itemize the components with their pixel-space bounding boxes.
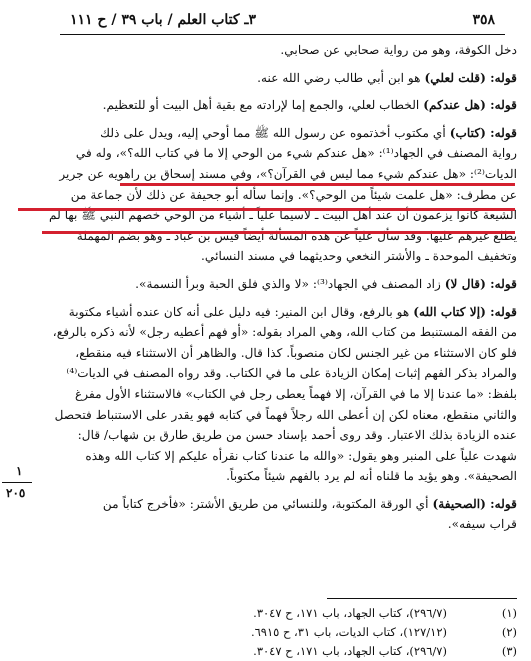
text-line: دخل الكوفة، وهو من رواية صحابي عن صحابي. (280, 43, 517, 57)
paragraph-gap (42, 267, 517, 274)
footnote-row (40, 642, 517, 661)
footnote-number: (١) (501, 606, 517, 620)
footnote-row (40, 604, 517, 623)
page-number: ٣٥٨ (472, 12, 495, 28)
text-line: وتخفيف الموحدة ـ والأشتر النخعي وحديثهما في مسند النسائي. (201, 249, 517, 264)
commentary-heading-line: قوله: (قلت لعلي) هو ابن أبي طالب رضي الله عنه. (257, 70, 517, 85)
footnote-text: (١٢٧/١٢)، كتاب الديات، باب ٣١، ح ٦٩١٥. (250, 625, 447, 639)
text-line: والثاني منقطع، معناه لكن إن أعطى الله رجلاً فهماً في كتابه فهو يقدر على الاستنباط فتحصل (54, 407, 517, 422)
commentary-heading-line: قوله: (إلا كتاب الله) هو بالرفع، وقال ابن المنير: فيه دليل على أنه كان عنده أشياء مكتوبة (68, 304, 517, 319)
red-underline-2 (18, 208, 515, 211)
footnote-rule (327, 598, 517, 599)
paragraph-gap (42, 295, 517, 302)
running-header (62, 8, 501, 36)
text-line: فلو كان الاستثناء من غير الجنس لكان منصوباً. كذا قال. والظاهر أن الاستثناء فيه منقطع، (75, 345, 517, 360)
text-line: عنده الزيادة بذلك الاعتبار. وقد روى أحمد بإسناد حسن من طريق طارق بن شهاب/ قال: (77, 428, 517, 443)
text-line: الديات⁽²⁾: «هل عندكم شيء مما ليس في القرآن؟»، وفي مسند إسحاق بن راهويه عن جرير (59, 166, 517, 181)
text-line: شهدت علياً على المنبر وهو يقول: «والله ما عندنا كتاب نقرأه عليكم إلا كتاب الله وهذه (85, 448, 517, 463)
paragraph-gap (42, 487, 517, 494)
margin-rule (2, 482, 32, 483)
footnote-row (40, 623, 517, 642)
red-underline-3 (42, 231, 515, 234)
commentary-lemma: قوله: (قلت لعلي) (424, 70, 517, 85)
red-underline-1 (120, 183, 515, 186)
text-line: قراب سيفه». (447, 517, 517, 532)
commentary-lemma: قوله: (كتاب) (449, 125, 517, 140)
commentary-lemma: قوله: (الصحيفة) (432, 496, 517, 511)
header-rule (60, 34, 505, 35)
paragraph-gap (42, 116, 517, 123)
commentary-lemma: قوله: (قال لا) (444, 276, 517, 291)
footnote-number: (٣) (501, 644, 517, 658)
margin-page: ٢٠٥ (6, 486, 26, 500)
text-line: رواية المصنف في الجهاد⁽¹⁾: «هل عندكم شيء من الوحي إلا ما في كتاب الله؟»، وله في (75, 146, 517, 161)
footnote-number: (٢) (501, 625, 517, 639)
text-line: الشيعة كانوا يزعمون أن عند أهل البيت ـ لاسيما علياً ـ أشياء من الوحي خصهم النبي ﷺ بها لم (49, 208, 517, 223)
commentary-heading-line: قوله: (هل عندكم) الخطاب لعلي، والجمع إما لإرادته مع بقية أهل البيت أو للتعظيم. (102, 98, 517, 113)
commentary-heading-line: قوله: (قال لا) زاد المصنف في الجهاد⁽³⁾: «لا والذي فلق الحبة وبرأ النسمة». (135, 276, 517, 291)
commentary-heading-line: قوله: (الصحيفة) أي الورقة المكتوبة، وللنسائي من طريق الأشتر: «فأخرج كتاباً من (102, 496, 517, 511)
footnotes (40, 604, 517, 661)
commentary-heading-line: قوله: (كتاب) أي مكتوب أخذتموه عن رسول الله ﷺ مما أوحي إليه، ويدل على ذلك (100, 125, 517, 140)
text-line: يطلع غيرهم عليها. وقد سأل علياً عن هذه المسألة أيضاً قيس بن عباد ـ وهو بضم المهملة (76, 228, 517, 243)
paragraph-gap (42, 61, 517, 68)
footnote-text: (٢٩٦/٧)، كتاب الجهاد، باب ١٧١، ح ٣٠٤٧. (253, 644, 447, 658)
running-title: ٣ـ كتاب العلم / باب ٣٩ / ح ١١١ (70, 12, 257, 28)
text-line: الصحيفة». وهو يؤيد ما قلناه أنه لم يرد بالفهم شيئاً مكتوباً. (226, 469, 517, 484)
main-text (42, 40, 517, 535)
text-line: عن مطرف: «هل علمت شيئاً من الوحي؟». وإنما سأله أبو جحيفة عن ذلك لأن جماعة من (70, 187, 517, 202)
text-line: من الفقه المستنبط من كتاب الله، وهي المراد بقوله: «أو فهم أعطيه رجل» لأنه ذكره بالرفع، (52, 325, 517, 340)
paragraph-gap (42, 88, 517, 95)
commentary-lemma: قوله: (هل عندكم) (423, 98, 517, 113)
footnote-text: (٢٩٦/٧)، كتاب الجهاد، باب ١٧١، ح ٣٠٤٧. (253, 606, 447, 620)
margin-volume: ١ (16, 464, 23, 478)
commentary-lemma: قوله: (إلا كتاب الله) (413, 304, 517, 319)
text-line: بلفظ: «ما عندنا إلا ما في القرآن، إلا فهماً يعطى رجل في الكتاب» فالاستثناء الأول مفرغ (74, 386, 517, 401)
text-line: والمراد بذكر الفهم إثبات إمكان الزيادة على ما في الكتاب. وقد رواه المصنف في الديات⁽⁴⁾ (66, 366, 517, 381)
